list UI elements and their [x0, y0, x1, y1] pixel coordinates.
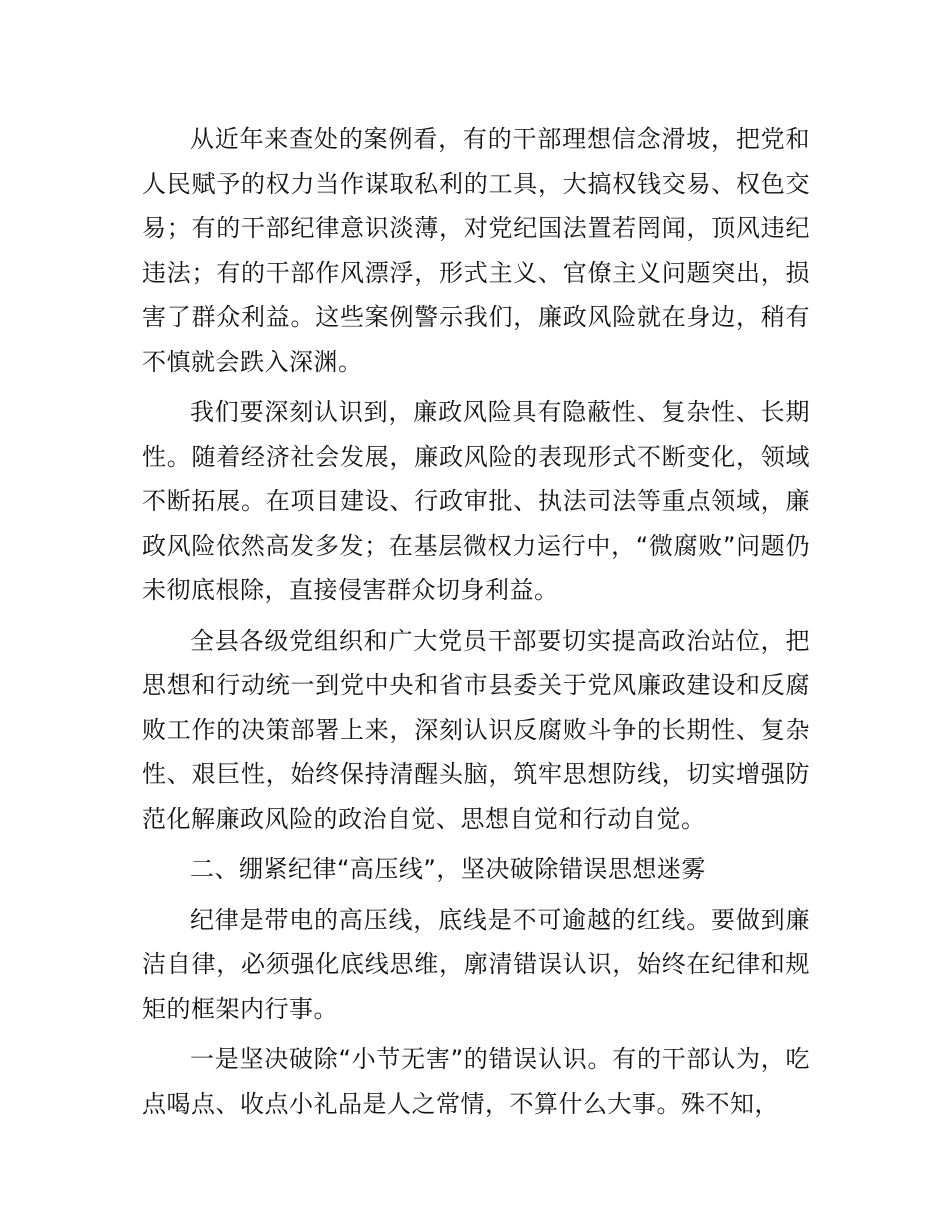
paragraph-risk-awareness: 我们要深刻认识到，廉政风险具有隐蔽性、复杂性、长期性。随着经济社会发展，廉政风险的表现形式不断变化，领域不断拓展。在项目建设、行政审批、执法司法等重点领域，廉政风险依然高发多发；在基层微权力运行中，“微腐败”问题仍未彻底根除，直接侵害群众切身利益。 — [142, 398, 810, 604]
paragraph-discipline-line: 纪律是带电的高压线，底线是不可逾越的红线。要做到廉洁自律，必须强化底线思维，廓清错误认识，始终在纪律和规矩的框架内行事。 — [142, 905, 810, 1023]
document-body — [142, 117, 810, 1132]
paragraph-small-matters: 一是坚决破除“小节无害”的错误认识。有的干部认为，吃点喝点、收点小礼品是人之常情，不算什么大事。殊不知， — [142, 1045, 810, 1118]
section-heading-discipline: 二、绷紧纪律“高压线”，坚决破除错误思想迷雾 — [190, 855, 706, 883]
paragraph-political-stance: 全县各级党组织和广大党员干部要切实提高政治站位，把思想和行动统一到党中央和省市县委关于党风廉政建设和反腐败工作的决策部署上来，深刻认识反腐败斗争的长期性、复杂性、艰巨性，始终保持清醒头脑，筑牢思想防线，切实增强防范化解廉政风险的政治自觉、思想自觉和行动自觉。 — [142, 626, 810, 833]
paragraph-case-review: 从近年来查处的案例看，有的干部理想信念滑坡，把党和人民赋予的权力当作谋取私利的工具，大搞权钱交易、权色交易；有的干部纪律意识淡薄，对党纪国法置若罔闻，顶风违纪违法；有的干部作风漂浮，形式主义、官僚主义问题突出，损害了群众利益。这些案例警示我们，廉政风险就在身边，稍有不慎就会跌入深渊。 — [142, 125, 810, 376]
